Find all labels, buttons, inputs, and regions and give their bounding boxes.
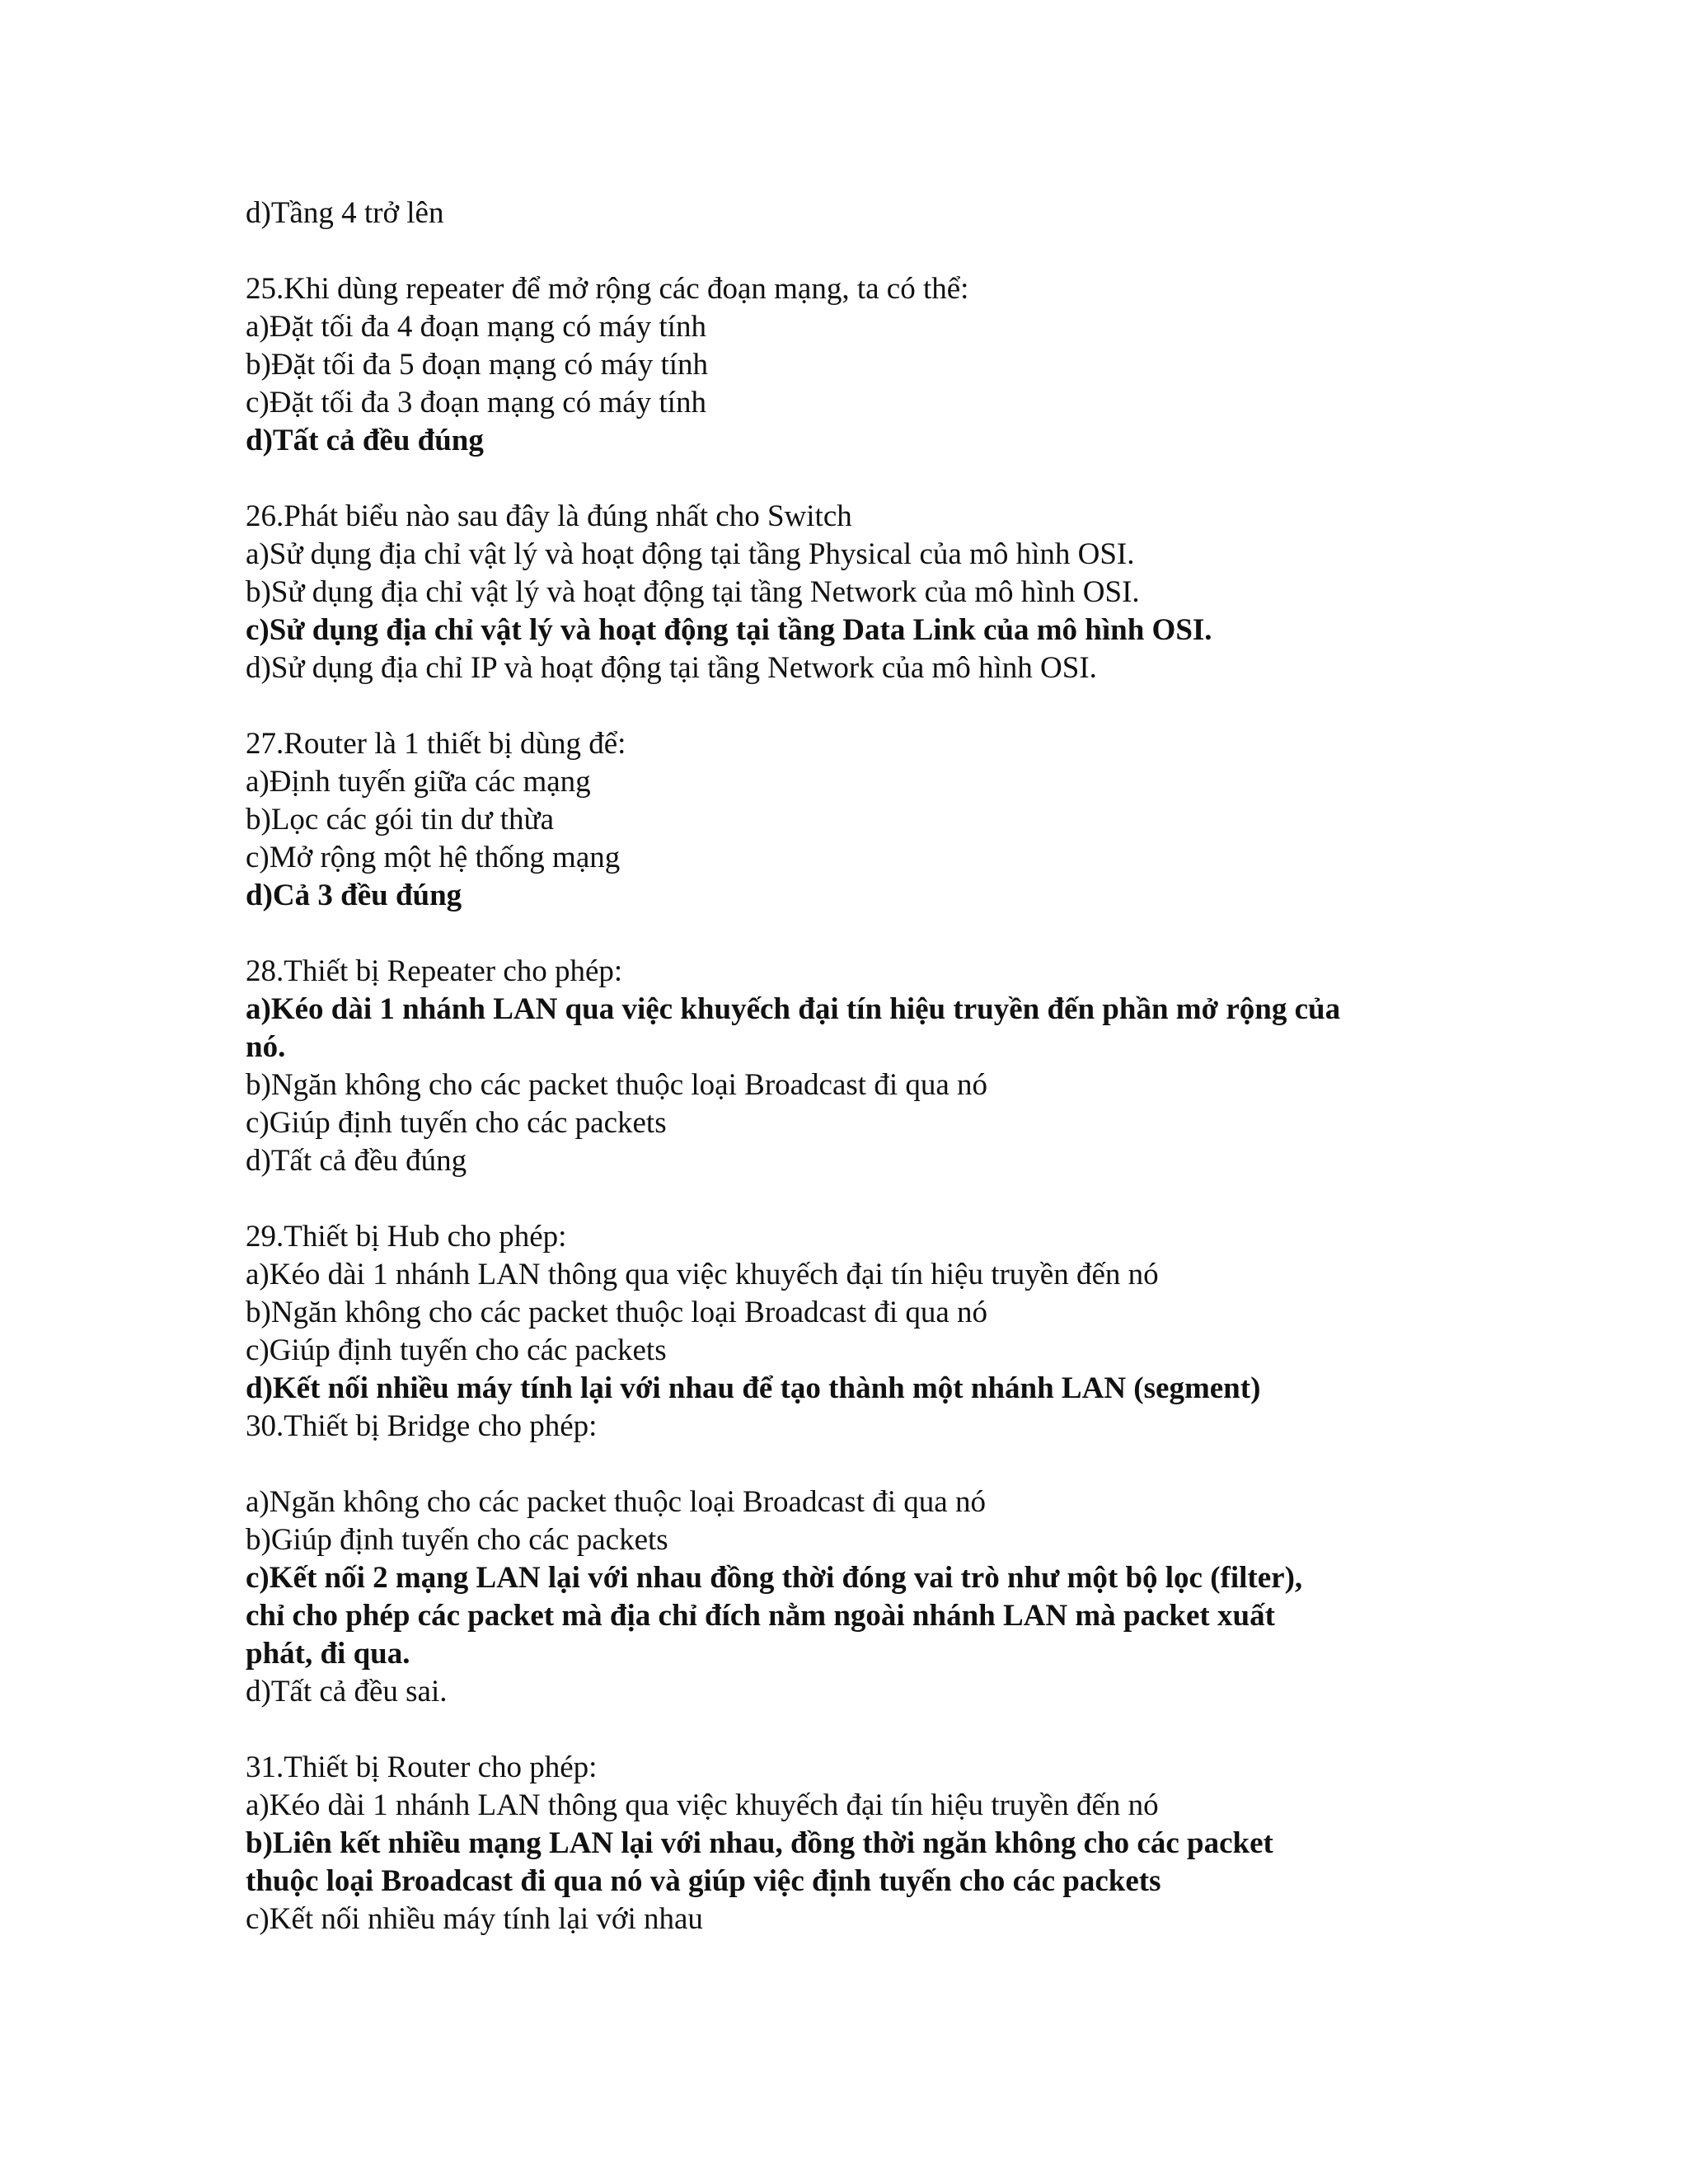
text-line: b)Đặt tối đa 5 đoạn mạng có máy tính [246,348,709,382]
text-line: b)Giúp định tuyến cho các packets [246,1523,668,1557]
text-line: 25.Khi dùng repeater để mở rộng các đoạn mạng, ta có thể: [246,272,969,306]
text-line: c)Đặt tối đa 3 đoạn mạng có máy tính [246,386,706,419]
question-block [246,194,1465,232]
text-line: a)Sử dụng địa chỉ vật lý và hoạt động tại tầng Physical của mô hình OSI. [246,537,1135,571]
paragraph-gap [246,687,1465,725]
answer-line-correct: c)Kết nối 2 mạng LAN lại với nhau đồng thời đóng vai trò như một bộ lọc (filter), [246,1561,1303,1595]
text-line: b)Ngăn không cho các packet thuộc loại Broadcast đi qua nó [246,1068,988,1102]
text-line: 29.Thiết bị Hub cho phép: [246,1220,567,1254]
text-line: a)Kéo dài 1 nhánh LAN thông qua việc khuyếch đại tín hiệu truyền đến nó [246,1788,1159,1822]
question-block [246,270,1465,460]
document-page [246,194,1465,1938]
answer-line-correct: d)Tất cả đều đúng [246,424,484,457]
text-line: b)Lọc các gói tin dư thừa [246,803,555,837]
text-line: c)Kết nối nhiều máy tính lại với nhau [246,1902,703,1936]
answer-line-correct: d)Kết nối nhiều máy tính lại với nhau để tạo thành một nhánh LAN (segment) [246,1371,1261,1405]
paragraph-gap [246,1446,1465,1483]
text-line: a)Đặt tối đa 4 đoạn mạng có máy tính [246,310,706,344]
answer-line-correct: phát, đi qua. [246,1637,410,1671]
paragraph-gap [246,1711,1465,1749]
question-block [246,1483,1465,1711]
question-block [246,1749,1465,1938]
answer-line-correct: d)Cả 3 đều đúng [246,879,462,912]
answer-line-correct: nó. [246,1030,286,1064]
text-line: a)Kéo dài 1 nhánh LAN thông qua việc khuyếch đại tín hiệu truyền đến nó [246,1258,1159,1291]
text-line: a)Ngăn không cho các packet thuộc loại Broadcast đi qua nó [246,1485,986,1519]
text-line: c)Giúp định tuyến cho các packets [246,1106,667,1140]
text-line: 26.Phát biểu nào sau đây là đúng nhất cho Switch [246,499,852,533]
text-line: d)Sử dụng địa chỉ IP và hoạt động tại tầng Network của mô hình OSI. [246,651,1097,685]
answer-line-correct: thuộc loại Broadcast đi qua nó và giúp việc định tuyến cho các packets [246,1864,1161,1898]
answer-line-correct: chỉ cho phép các packet mà địa chỉ đích nằm ngoài nhánh LAN mà packet xuất [246,1599,1275,1633]
text-line: b)Sử dụng địa chỉ vật lý và hoạt động tại tầng Network của mô hình OSI. [246,575,1140,609]
text-line: d)Tất cả đều sai. [246,1675,448,1708]
text-line: 31.Thiết bị Router cho phép: [246,1750,598,1784]
text-line: b)Ngăn không cho các packet thuộc loại Broadcast đi qua nó [246,1296,988,1329]
text-line: 27.Router là 1 thiết bị dùng để: [246,727,626,761]
answer-line-correct: a)Kéo dài 1 nhánh LAN qua việc khuyếch đại tín hiệu truyền đến phần mở rộng của [246,992,1341,1026]
answer-line-correct: c)Sử dụng địa chỉ vật lý và hoạt động tại tầng Data Link của mô hình OSI. [246,613,1212,647]
question-block [246,498,1465,687]
paragraph-gap [246,915,1465,953]
text-line: c)Giúp định tuyến cho các packets [246,1333,667,1367]
question-block [246,725,1465,915]
question-block [246,1218,1465,1446]
paragraph-gap [246,232,1465,270]
text-line: 28.Thiết bị Repeater cho phép: [246,954,623,988]
text-line: a)Định tuyến giữa các mạng [246,765,591,799]
question-block [246,953,1465,1180]
text-line: d)Tất cả đều đúng [246,1144,467,1178]
answer-line-correct: b)Liên kết nhiều mạng LAN lại với nhau, đồng thời ngăn không cho các packet [246,1826,1273,1860]
paragraph-gap [246,1180,1465,1218]
paragraph-gap [246,460,1465,498]
text-line: c)Mở rộng một hệ thống mạng [246,841,621,874]
text-line: 30.Thiết bị Bridge cho phép: [246,1409,598,1443]
text-line: d)Tầng 4 trở lên [246,196,444,230]
